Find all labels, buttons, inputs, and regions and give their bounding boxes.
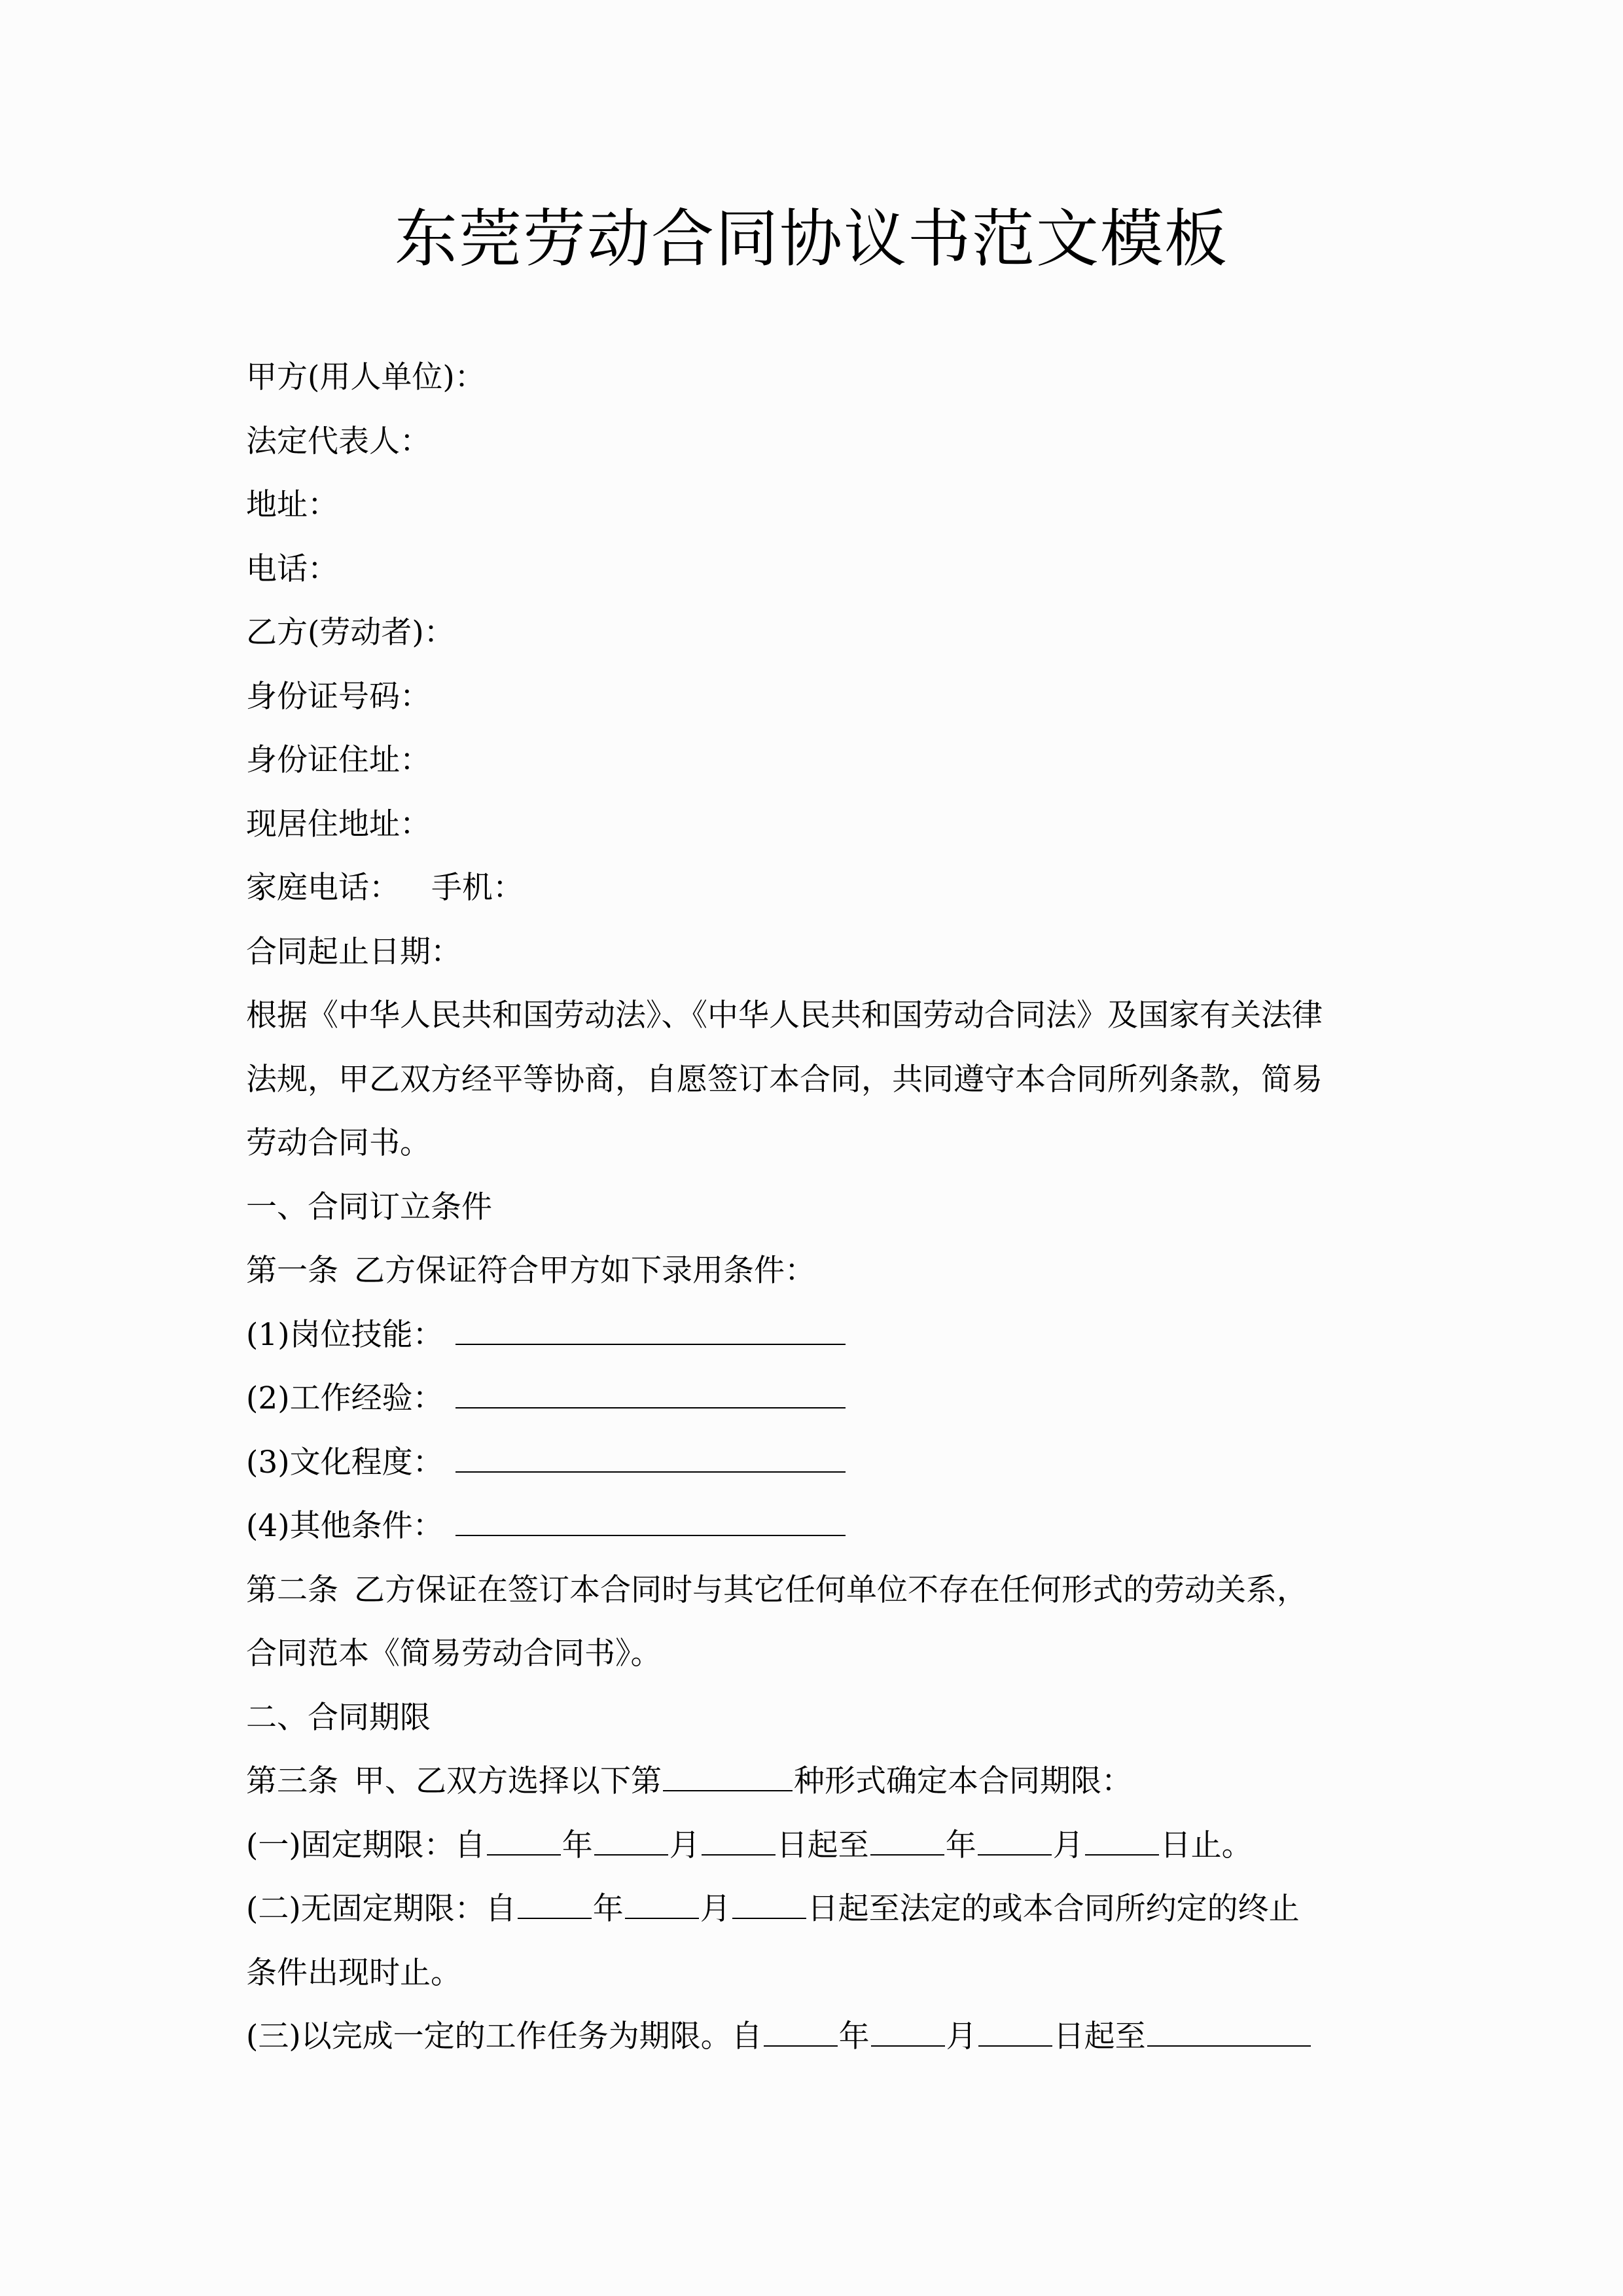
article-1-text: 乙方保证符合甲方如下录用条件： (354, 1253, 815, 1289)
home-phone-field: 家庭电话： (246, 870, 400, 906)
section-1-heading: 一、合同订立条件 (246, 1189, 492, 1225)
article-1-label: 第一条 (246, 1253, 338, 1289)
condition-row (246, 1367, 1378, 1431)
condition-number: (2) (246, 1380, 290, 1416)
section-2-heading: 二、合同期限 (246, 1699, 431, 1736)
article-1 (246, 1239, 1378, 1303)
preamble-line-2: 法规，甲乙双方经平等协商，自愿签订本合同，共同遵守本合同所列条款，简易 (246, 1061, 1323, 1098)
start-month-blank[interactable] (625, 1882, 699, 1919)
address-field: 地址： (246, 487, 338, 523)
condition-row (246, 1494, 1378, 1558)
option-2-continuation: 条件出现时止。 (246, 1954, 461, 1991)
condition-label: 工作经验： (289, 1380, 444, 1416)
day-from-label: 日起至 (776, 1827, 869, 1863)
start-year-blank[interactable] (518, 1882, 592, 1919)
article-2-line-2: 合同范本《简易劳动合同书》。 (246, 1636, 662, 1672)
condition-number: (3) (246, 1444, 290, 1480)
condition-blank-job-skills[interactable] (455, 1308, 846, 1345)
article-3-text-before: 甲、乙双方选择以下第 (354, 1763, 662, 1799)
condition-row (246, 1303, 1378, 1367)
condition-row (246, 1431, 1378, 1495)
phone-row (246, 856, 1378, 920)
document-body (246, 346, 1378, 2069)
start-year-blank[interactable] (487, 1819, 561, 1856)
condition-number: (1) (246, 1316, 290, 1353)
month-label: 月 (669, 1827, 700, 1863)
start-year-blank[interactable] (764, 2010, 838, 2047)
start-month-blank[interactable] (871, 2010, 945, 2047)
option-2-suffix: 日起至法定的或本合同所约定的终止 (807, 1891, 1300, 1927)
condition-label: 其他条件： (289, 1508, 444, 1544)
option-3-suffix: 日起至 (1053, 2018, 1146, 2054)
legal-rep-field: 法定代表人： (246, 423, 431, 459)
start-day-blank[interactable] (978, 2010, 1052, 2047)
condition-number: (4) (246, 1508, 290, 1544)
option-task-term (246, 2005, 1378, 2069)
article-3-text-after: 种形式确定本合同期限： (794, 1763, 1132, 1799)
article-2-label: 第二条 (246, 1571, 338, 1608)
condition-label: 岗位技能： (289, 1316, 444, 1353)
option-2-prefix: (二)无固定期限：自 (246, 1891, 516, 1927)
article-3 (246, 1749, 1378, 1814)
article-2-line-1 (246, 1558, 1378, 1623)
condition-blank-work-experience[interactable] (455, 1372, 846, 1408)
phone-field: 电话： (246, 550, 338, 587)
start-day-blank[interactable] (702, 1819, 776, 1856)
option-3-prefix: (三)以完成一定的工作任务为期限。自 (246, 2018, 762, 2054)
current-address-field: 现居住地址： (246, 806, 431, 842)
preamble-line-1: 根据《中华人民共和国劳动法》、《中华人民共和国劳动合同法》及国家有关法律 (246, 997, 1323, 1033)
year-label: 年 (838, 2018, 870, 2054)
year-label: 年 (592, 1891, 624, 1927)
year-label: 年 (945, 1827, 976, 1863)
contract-dates-field: 合同起止日期： (246, 933, 461, 970)
end-month-blank[interactable] (978, 1819, 1052, 1856)
day-end-label: 日止。 (1160, 1827, 1253, 1863)
month-label: 月 (700, 1891, 731, 1927)
start-day-blank[interactable] (732, 1882, 806, 1919)
term-form-blank[interactable] (663, 1755, 793, 1791)
month-label: 月 (946, 2018, 977, 2054)
employee-field: 乙方(劳动者)： (246, 615, 455, 651)
condition-blank-education[interactable] (455, 1436, 846, 1473)
start-month-blank[interactable] (594, 1819, 668, 1856)
end-day-blank[interactable] (1085, 1819, 1159, 1856)
id-address-field: 身份证住址： (246, 742, 431, 778)
article-2-text: 乙方保证在签订本合同时与其它任何单位不存在任何形式的劳动关系， (354, 1571, 1308, 1608)
option-fixed-term (246, 1814, 1378, 1878)
end-condition-blank[interactable] (1147, 2010, 1311, 2047)
year-label: 年 (562, 1827, 593, 1863)
condition-blank-other[interactable] (455, 1499, 846, 1536)
document-title: 东莞劳动合同协议书范文模板 (395, 202, 1228, 276)
option-open-term (246, 1877, 1378, 1941)
article-3-label: 第三条 (246, 1763, 338, 1799)
option-1-prefix: (一)固定期限：自 (246, 1827, 486, 1863)
month-label: 月 (1052, 1827, 1084, 1863)
id-number-field: 身份证号码： (246, 678, 431, 715)
mobile-field: 手机： (431, 870, 524, 906)
employer-field: 甲方(用人单位)： (246, 359, 486, 395)
condition-label: 文化程度： (289, 1444, 444, 1480)
preamble-line-3: 劳动合同书。 (246, 1125, 431, 1161)
end-year-blank[interactable] (870, 1819, 944, 1856)
